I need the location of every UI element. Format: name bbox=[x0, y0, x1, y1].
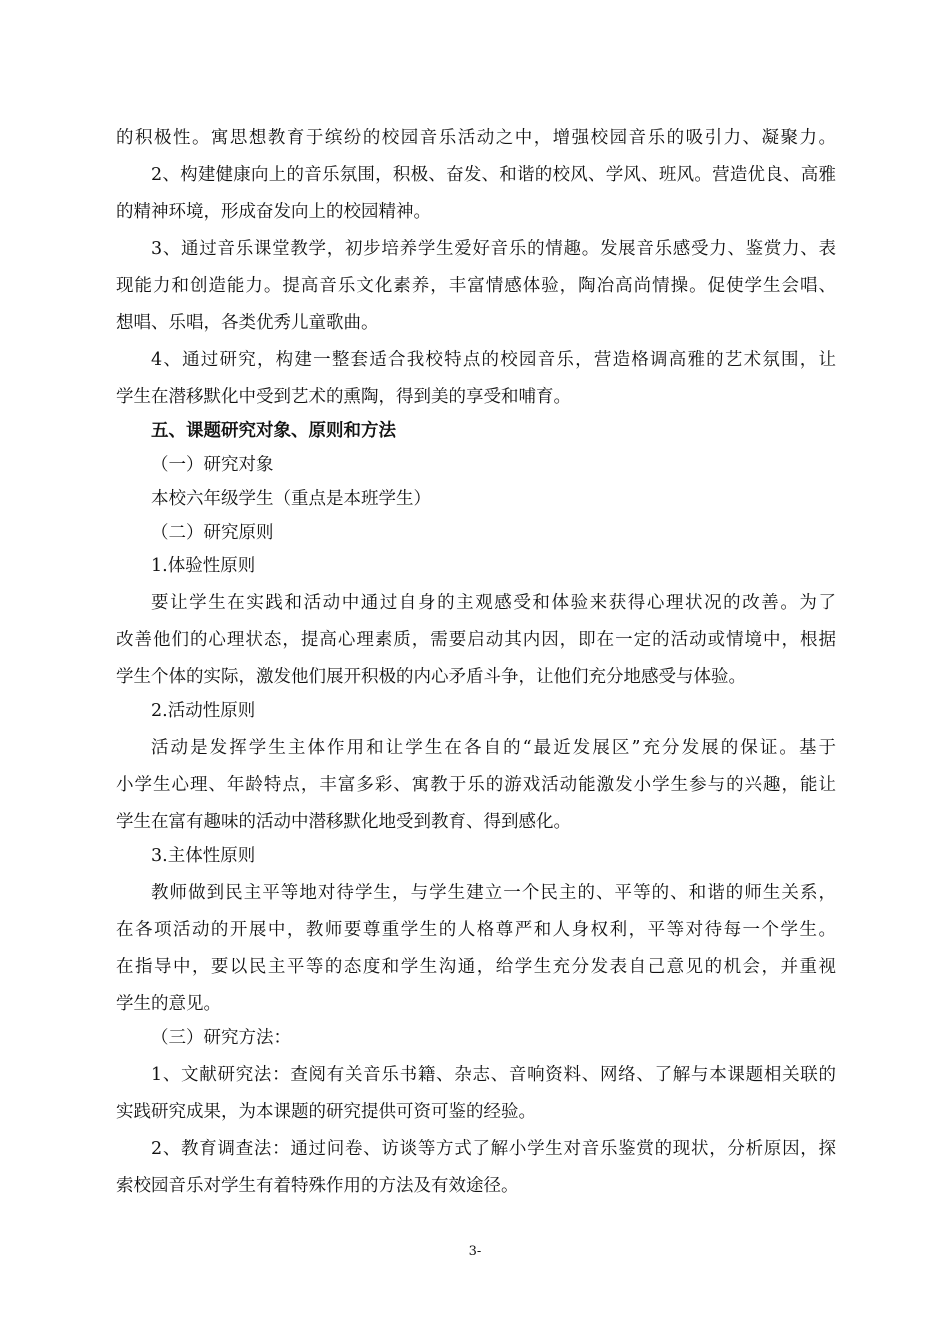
section-heading: 五、课题研究对象、原则和方法 bbox=[151, 421, 396, 441]
paragraph-line: 学生在富有趣味的活动中潜移默化地受到教育、得到感化。 bbox=[116, 812, 571, 832]
page-number: 3- bbox=[468, 1244, 482, 1259]
principle-heading: 3.主体性原则 bbox=[151, 846, 256, 866]
paragraph-line: 活动是发挥学生主体作用和让学生在各自的“最近发展区”充分发展的保证。基于 bbox=[151, 738, 836, 758]
paragraph-line: 改善他们的心理状态，提高心理素质，需要启动其内因，即在一定的活动或情境中，根据 bbox=[116, 630, 836, 650]
paragraph-line: 学生在潜移默化中受到艺术的熏陶，得到美的享受和哺育。 bbox=[116, 387, 571, 407]
principle-heading: 2.活动性原则 bbox=[151, 701, 256, 721]
paragraph-line: 索校园音乐对学生有着特殊作用的方法及有效途径。 bbox=[116, 1176, 519, 1196]
subsection-heading: （二）研究原则 bbox=[151, 523, 274, 543]
paragraph-line: 想唱、乐唱，各类优秀儿童歌曲。 bbox=[116, 313, 379, 333]
subsection-heading: （一）研究对象 bbox=[151, 455, 274, 475]
paragraph-line: 学生的意见。 bbox=[116, 994, 221, 1014]
method-2-line: 2、教育调查法：通过问卷、访谈等方式了解小学生对音乐鉴赏的现状，分析原因，探 bbox=[151, 1139, 836, 1159]
paragraph-line: 现能力和创造能力。提高音乐文化素养，丰富情感体验，陶冶高尚情操。促使学生会唱、 bbox=[116, 276, 836, 296]
goal-2-line: 2、构建健康向上的音乐氛围，积极、奋发、和谐的校风、学风、班风。营造优良、高雅 bbox=[151, 165, 836, 185]
principle-heading: 1.体验性原则 bbox=[151, 556, 256, 576]
paragraph-line: 的精神环境，形成奋发向上的校园精神。 bbox=[116, 202, 431, 222]
subsection-heading: （三）研究方法： bbox=[151, 1028, 291, 1048]
paragraph-line: 要让学生在实践和活动中通过自身的主观感受和体验来获得心理状况的改善。为了 bbox=[151, 593, 836, 613]
paragraph-line: 教师做到民主平等地对待学生，与学生建立一个民主的、平等的、和谐的师生关系， bbox=[151, 883, 836, 903]
paragraph-line: 小学生心理、年龄特点，丰富多彩、寓教于乐的游戏活动能激发小学生参与的兴趣，能让 bbox=[116, 775, 836, 795]
method-1-line: 1、文献研究法：查阅有关音乐书籍、杂志、音响资料、网络、了解与本课题相关联的 bbox=[151, 1065, 836, 1085]
paragraph-line: 的积极性。寓思想教育于缤纷的校园音乐活动之中，增强校园音乐的吸引力、凝聚力。 bbox=[116, 128, 836, 148]
paragraph-line: 在指导中，要以民主平等的态度和学生沟通，给学生充分发表自己意见的机会，并重视 bbox=[116, 957, 836, 977]
goal-3-line: 3、通过音乐课堂教学，初步培养学生爱好音乐的情趣。发展音乐感受力、鉴赏力、表 bbox=[151, 239, 836, 259]
paragraph-line: 学生个体的实际，激发他们展开积极的内心矛盾斗争，让他们充分地感受与体验。 bbox=[116, 667, 746, 687]
paragraph-line: 实践研究成果，为本课题的研究提供可资可鉴的经验。 bbox=[116, 1102, 536, 1122]
goal-4-line: 4、通过研究，构建一整套适合我校特点的校园音乐，营造格调高雅的艺术氛围，让 bbox=[151, 350, 836, 370]
paragraph-line: 在各项活动的开展中，教师要尊重学生的人格尊严和人身权利，平等对待每一个学生。 bbox=[116, 920, 836, 940]
paragraph-line: 本校六年级学生（重点是本班学生） bbox=[151, 489, 431, 509]
